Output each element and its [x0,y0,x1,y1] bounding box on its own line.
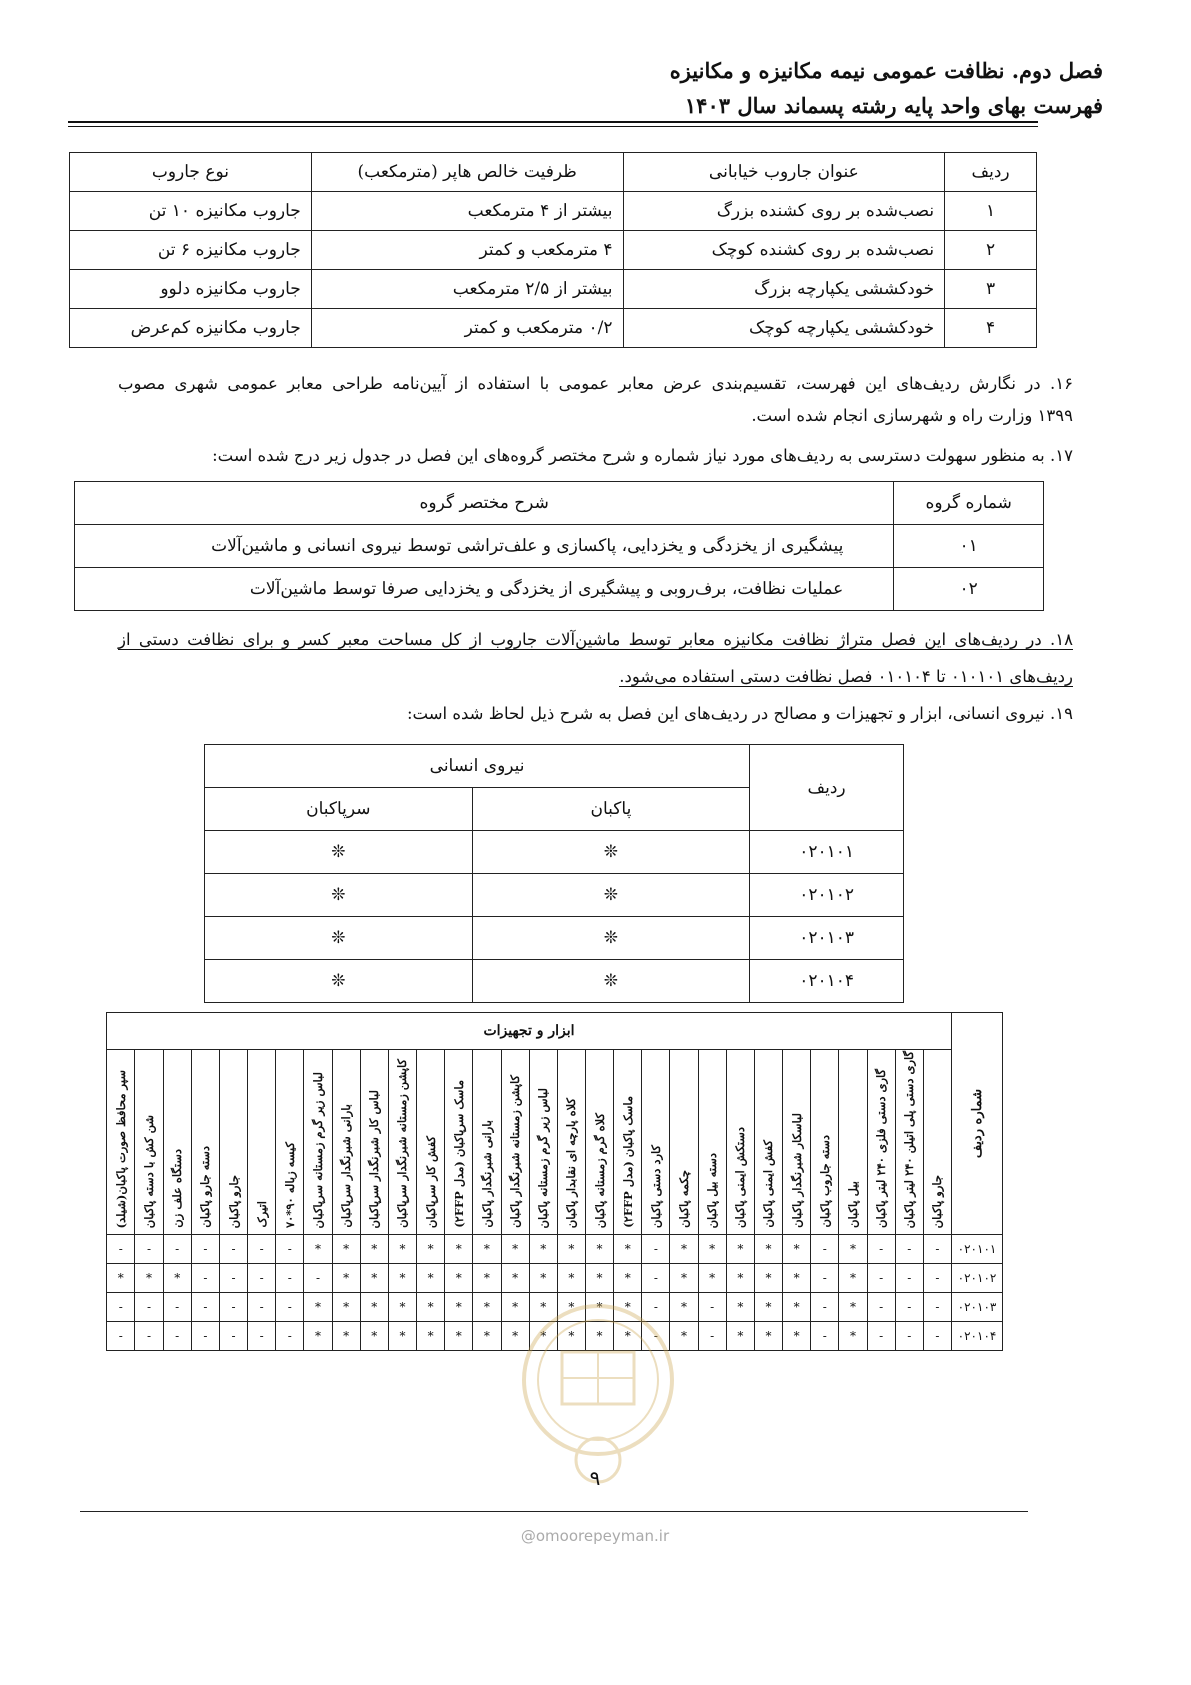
table-row [205,831,904,874]
column-header-cell [895,1050,923,1235]
table-cell: - [642,1322,670,1351]
table-cell: - [698,1322,726,1351]
table-cell: * [614,1264,642,1293]
table-cell: * [501,1264,529,1293]
price-list-title: فهرست بهای واحد پایه رشته پسماند سال ۱۴۰۳ [684,93,1103,118]
table-cell: * [388,1293,416,1322]
table-row [75,568,1044,611]
table-cell: * [585,1264,613,1293]
table-cell: جاروب مکانیزه ۱۰ تن [70,192,312,231]
table-cell: * [107,1264,135,1293]
column-header-label: کاپشن زمستانه شبرنگدار پاکبان [508,1075,523,1228]
table-cell: * [304,1235,332,1264]
table-cell: - [248,1293,276,1322]
table-cell: - [163,1293,191,1322]
table-cell: - [811,1322,839,1351]
table-cell: * [501,1322,529,1351]
table-cell: * [473,1235,501,1264]
column-header-cell [754,1050,782,1235]
column-header-cell [557,1050,585,1235]
table-cell: نصب‌شده بر روی کشنده بزرگ [623,192,945,231]
table-cell: * [360,1293,388,1322]
column-header-label: لباسکار شبرنگدار پاکبان [789,1113,804,1228]
table-cell: * [726,1293,754,1322]
column-header-label: بارانی شبرنگدار سرپاکبان [339,1104,354,1228]
column-header-label: چکمه پاکبان [677,1170,692,1228]
table-header-cell: ظرفیت خالص هاپر (مترمکعب) [311,153,623,192]
table-cell: * [614,1293,642,1322]
table-cell: - [107,1235,135,1264]
table-cell: * [839,1264,867,1293]
labor-table [204,744,904,1003]
column-header-cell [248,1050,276,1235]
table-cell: * [163,1264,191,1293]
table-cell: - [107,1322,135,1351]
table-cell: - [219,1235,247,1264]
table-cell: * [417,1264,445,1293]
table-cell: ❊ [205,831,473,874]
table-cell: * [839,1322,867,1351]
table-cell: * [332,1264,360,1293]
table-cell: * [698,1235,726,1264]
column-header-cell [191,1050,219,1235]
footer-watermark-text: @omoorepeyman.ir [520,1527,670,1545]
column-header-cell [219,1050,247,1235]
column-header-label: کیسه زباله ۹۰*۷۰ [282,1141,297,1228]
column-header-cell [642,1050,670,1235]
table-cell: ۰۲۰۱۰۱ [750,831,904,874]
table-cell: ❊ [472,874,750,917]
table-cell: ۳ [945,270,1037,309]
table-cell: * [360,1322,388,1351]
column-header-label: کاپشن زمستانه شبرنگدار سرپاکبان [395,1059,410,1228]
table-cell: ۱ [945,192,1037,231]
table-cell: - [163,1235,191,1264]
table-header-cell: نوع جاروب [70,153,312,192]
column-header-label: ماسک پاکبان (مدل ۲FFP) [620,1096,635,1228]
table-header-cell: ردیف [945,153,1037,192]
table-cell: * [473,1322,501,1351]
page-number: ۹ [589,1466,601,1490]
column-header-cell [332,1050,360,1235]
table-cell: * [501,1235,529,1264]
column-header-cell [163,1050,191,1235]
table-cell: * [557,1322,585,1351]
note-16-line1: ۱۶. در نگارش ردیف‌های این فهرست، تقسیم‌بندی عرض معابر عمومی با استفاده از آیین‌نامه طراحی معابر عمومی شهری مصوب [118,374,1073,393]
table-cell: نصب‌شده بر روی کشنده کوچک [623,231,945,270]
column-header-cell [839,1050,867,1235]
note-18-line2 [118,661,1073,693]
table-cell: * [614,1235,642,1264]
column-header-label: ماسک سرپاکبان (مدل ۲FFP) [451,1080,466,1228]
row-header-label: شماره ردیف [969,1088,985,1159]
table-cell: - [248,1322,276,1351]
table-cell: - [276,1264,304,1293]
column-header-cell [698,1050,726,1235]
column-header-label: دستکش ایمنی پاکبان [733,1127,748,1228]
table-cell: * [388,1264,416,1293]
table-cell: جاروب مکانیزه دلوو [70,270,312,309]
table-cell: - [135,1322,163,1351]
table-cell: ❊ [205,917,473,960]
table-cell: * [783,1264,811,1293]
table-header-row [70,153,1037,192]
column-header-cell [417,1050,445,1235]
table-cell: * [670,1322,698,1351]
column-header-label: بیل پاکبان [845,1181,860,1228]
column-header-cell [585,1050,613,1235]
table-cell: * [754,1322,782,1351]
column-header-label: کلاه پارچه ای نقابدار پاکبان [564,1097,579,1228]
table-row [205,917,904,960]
table-row [107,1264,1003,1293]
column-header-cell [867,1050,895,1235]
column-header-label: جارو پاکبان [930,1174,945,1228]
table-cell: ❊ [472,960,750,1003]
table-title-cell: ابزار و تجهیزات [107,1013,952,1050]
row-id-cell: ۰۲۰۱۰۳ [952,1293,1003,1322]
table-row [70,309,1037,348]
table-cell: عملیات نظافت، برف‌روبی و پیشگیری از یخزدگی و یخزدایی صرفا توسط ماشین‌آلات [75,568,894,611]
column-header-cell [276,1050,304,1235]
table-cell: - [135,1235,163,1264]
table-cell: * [670,1264,698,1293]
table-cell: - [191,1293,219,1322]
column-header-label: لباس زیر گرم زمستانه پاکبان [536,1087,551,1228]
table-cell: - [135,1293,163,1322]
table-row [70,270,1037,309]
note-18-line2-text: ردیف‌های ۰۱۰۱۰۱ تا ۰۱۰۱۰۴ فصل نظافت دستی استفاده می‌شود. [619,667,1073,686]
row-header-cell: ردیف [750,745,904,831]
table-cell: * [698,1264,726,1293]
column-header-cell [529,1050,557,1235]
table-cell: - [811,1264,839,1293]
column-header-cell [360,1050,388,1235]
column-header-cell [473,1050,501,1235]
column-header-cell [304,1050,332,1235]
table-cell: * [839,1235,867,1264]
table-cell: * [754,1293,782,1322]
row-id-cell: ۰۲۰۱۰۴ [952,1322,1003,1351]
table-cell: - [895,1293,923,1322]
column-header-label: کفش کار سرپاکبان [423,1135,438,1228]
note-16-line2: ۱۳۹۹ وزارت راه و شهرسازی انجام شده است. [751,406,1073,425]
header-rule-top [68,121,1038,123]
column-header-label: گاری دستی فلزی ۲۴۰ لیتر پاکبان [874,1069,889,1228]
table-row [107,1235,1003,1264]
column-header-cell [670,1050,698,1235]
table-cell: * [585,1235,613,1264]
table-cell: - [867,1235,895,1264]
table-cell: - [867,1264,895,1293]
table-cell: ۴ مترمکعب و کمتر [311,231,623,270]
table-cell: * [417,1235,445,1264]
row-header-cell [952,1013,1003,1235]
column-header-label: سپر محافظ صورت پاکبان(شیلد) [113,1069,128,1228]
table-cell: - [219,1293,247,1322]
table-row [75,525,1044,568]
table-cell: * [445,1293,473,1322]
table-cell: * [783,1322,811,1351]
table-cell: - [304,1264,332,1293]
column-header-cell [726,1050,754,1235]
column-header-cell [107,1050,135,1235]
table-cell: - [191,1322,219,1351]
table-cell: * [304,1293,332,1322]
table-cell: * [360,1235,388,1264]
column-header-label: دستگاه علف زن [170,1149,185,1228]
column-header-label: بارانی شبرنگدار پاکبان [479,1120,494,1228]
table-cell: ۰۲ [894,568,1044,611]
table-cell: * [726,1264,754,1293]
table-cell: - [248,1235,276,1264]
table-cell: - [811,1293,839,1322]
note-17: ۱۷. به منظور سهولت دسترسی به ردیف‌های مورد نیاز شماره و شرح مختصر گروه‌های این فصل در جدول زیر درج شده است: [212,446,1073,465]
table-cell: * [754,1235,782,1264]
table-cell: - [276,1293,304,1322]
column-header-label: جارو پاکبان [226,1174,241,1228]
table-cell: - [642,1235,670,1264]
table-cell: * [529,1293,557,1322]
table-cell: - [642,1264,670,1293]
column-header-label: لباس کار شبرنگدار سرپاکبان [367,1089,382,1228]
table-cell: - [923,1264,951,1293]
subheader-cell: پاکبان [472,788,750,831]
table-cell: * [754,1264,782,1293]
table-header-cell: شماره گروه [894,482,1044,525]
table-header-row [75,482,1044,525]
column-header-label: شن کش با دسته پاکبان [142,1114,157,1228]
table-cell: * [388,1235,416,1264]
column-header-cell [135,1050,163,1235]
table-cell: ۴ [945,309,1037,348]
column-header-label: کارد دستی پاکبان [648,1144,663,1228]
table-cell: - [867,1322,895,1351]
header-rule-bottom [68,126,1038,127]
table-cell: * [614,1322,642,1351]
column-header-cell [501,1050,529,1235]
table-cell: * [332,1293,360,1322]
table-cell: * [445,1235,473,1264]
table-cell: - [642,1293,670,1322]
groups-table [74,481,1044,611]
table-cell: - [248,1264,276,1293]
table-cell: * [783,1293,811,1322]
note-19: ۱۹. نیروی انسانی، ابزار و تجهیزات و مصالح در ردیف‌های این فصل به شرح ذیل لحاظ شده است: [406,704,1073,723]
table-cell: * [529,1322,557,1351]
table-cell: جاروب مکانیزه کم‌عرض [70,309,312,348]
table-row [205,960,904,1003]
table-cell: * [726,1322,754,1351]
column-header-label: اتیرک [254,1201,269,1228]
table-cell: * [445,1322,473,1351]
table-cell: * [388,1322,416,1351]
table-cell: پیشگیری از یخزدگی و یخزدایی، پاکسازی و علف‌تراشی توسط نیروی انسانی و ماشین‌آلات [75,525,894,568]
column-header-label: کلاه گرم زمستانه پاکبان [592,1112,607,1228]
table-cell: ۰۲۰۱۰۲ [750,874,904,917]
table-cell: * [529,1235,557,1264]
column-header-cell [811,1050,839,1235]
table-row [70,231,1037,270]
table-title-row [107,1013,1003,1050]
table-cell: * [839,1293,867,1322]
column-header-label: دسته جارو پاکبان [198,1146,213,1228]
table-row [205,874,904,917]
table-cell: * [726,1235,754,1264]
table-header-cell: شرح مختصر گروه [75,482,894,525]
table-cell: * [529,1264,557,1293]
table-cell: * [670,1293,698,1322]
column-header-label: گاری دستی پلی اتیلن ۲۴۰ لیتر پاکبان [902,1050,917,1228]
table-cell: - [811,1235,839,1264]
table-cell: - [107,1293,135,1322]
row-id-cell: ۰۲۰۱۰۱ [952,1235,1003,1264]
table-cell: ❊ [205,960,473,1003]
table-cell: ❊ [472,831,750,874]
table-cell: * [332,1235,360,1264]
table-cell: - [191,1264,219,1293]
column-header-cell [923,1050,951,1235]
column-header-cell [783,1050,811,1235]
column-header-cell [388,1050,416,1235]
table-cell: * [557,1235,585,1264]
table-cell: ۲ [945,231,1037,270]
table-cell: - [276,1235,304,1264]
column-header-cell [614,1050,642,1235]
column-header-label: دسته بیل پاکبان [705,1152,720,1228]
table-cell: ❊ [205,874,473,917]
table-cell: - [163,1322,191,1351]
table-cell: جاروب مکانیزه ۶ تن [70,231,312,270]
table-cell: * [445,1264,473,1293]
note-18-line1 [118,624,1073,656]
table-cell: بیشتر از ۴ مترمکعب [311,192,623,231]
sweeper-types-table [69,152,1037,348]
table-cell: * [473,1264,501,1293]
table-cell: * [135,1264,163,1293]
table-cell: - [698,1293,726,1322]
chapter-title: فصل دوم. نظافت عمومی نیمه مکانیزه و مکانیزه [669,58,1103,83]
table-cell: - [867,1293,895,1322]
table-cell: * [417,1293,445,1322]
table-cell: - [219,1322,247,1351]
subheader-cell: سرپاکبان [205,788,473,831]
footer-rule [80,1511,1028,1512]
table-cell: - [895,1264,923,1293]
column-header-label: لباس زیر گرم زمستانه سرپاکبان [310,1071,325,1228]
table-cell: * [304,1322,332,1351]
table-cell: * [670,1235,698,1264]
table-cell: ۰۱ [894,525,1044,568]
table-cell: - [923,1235,951,1264]
table-cell: ❊ [472,917,750,960]
group-header-cell: نیروی انسانی [205,745,750,788]
table-cell: * [501,1293,529,1322]
table-cell: * [585,1322,613,1351]
column-header-label: دسته جاروب پاکبان [817,1135,832,1228]
table-cell: - [276,1322,304,1351]
table-cell: بیشتر از ۲/۵ مترمکعب [311,270,623,309]
table-cell: * [360,1264,388,1293]
table-cell: - [923,1322,951,1351]
table-cell: خودکششی یکپارچه بزرگ [623,270,945,309]
table-cell: - [219,1264,247,1293]
table-cell: ۰۲۰۱۰۳ [750,917,904,960]
table-header-row [205,745,904,788]
row-id-cell: ۰۲۰۱۰۲ [952,1264,1003,1293]
table-cell: خودکششی یکپارچه کوچک [623,309,945,348]
table-header-cell: عنوان جاروب خیابانی [623,153,945,192]
table-cell: - [895,1322,923,1351]
table-row [70,192,1037,231]
column-header-cell [445,1050,473,1235]
table-cell: * [473,1293,501,1322]
table-cell: * [783,1235,811,1264]
table-cell: * [557,1293,585,1322]
table-cell: - [895,1235,923,1264]
note-18-line1-text: ۱۸. در ردیف‌های این فصل متراژ نظافت مکانیزه معابر توسط ماشین‌آلات جاروب از کل مساحت معبر کسر و برای نظافت دستی از [118,630,1073,649]
table-cell: * [417,1322,445,1351]
table-cell: - [191,1235,219,1264]
table-cell: * [332,1322,360,1351]
column-header-label: کفش ایمنی پاکبان [761,1140,776,1228]
table-header-row [107,1050,1003,1235]
table-cell: * [585,1293,613,1322]
table-cell: ۰/۲ مترمکعب و کمتر [311,309,623,348]
table-cell: ۰۲۰۱۰۴ [750,960,904,1003]
table-cell: - [923,1293,951,1322]
table-cell: * [557,1264,585,1293]
